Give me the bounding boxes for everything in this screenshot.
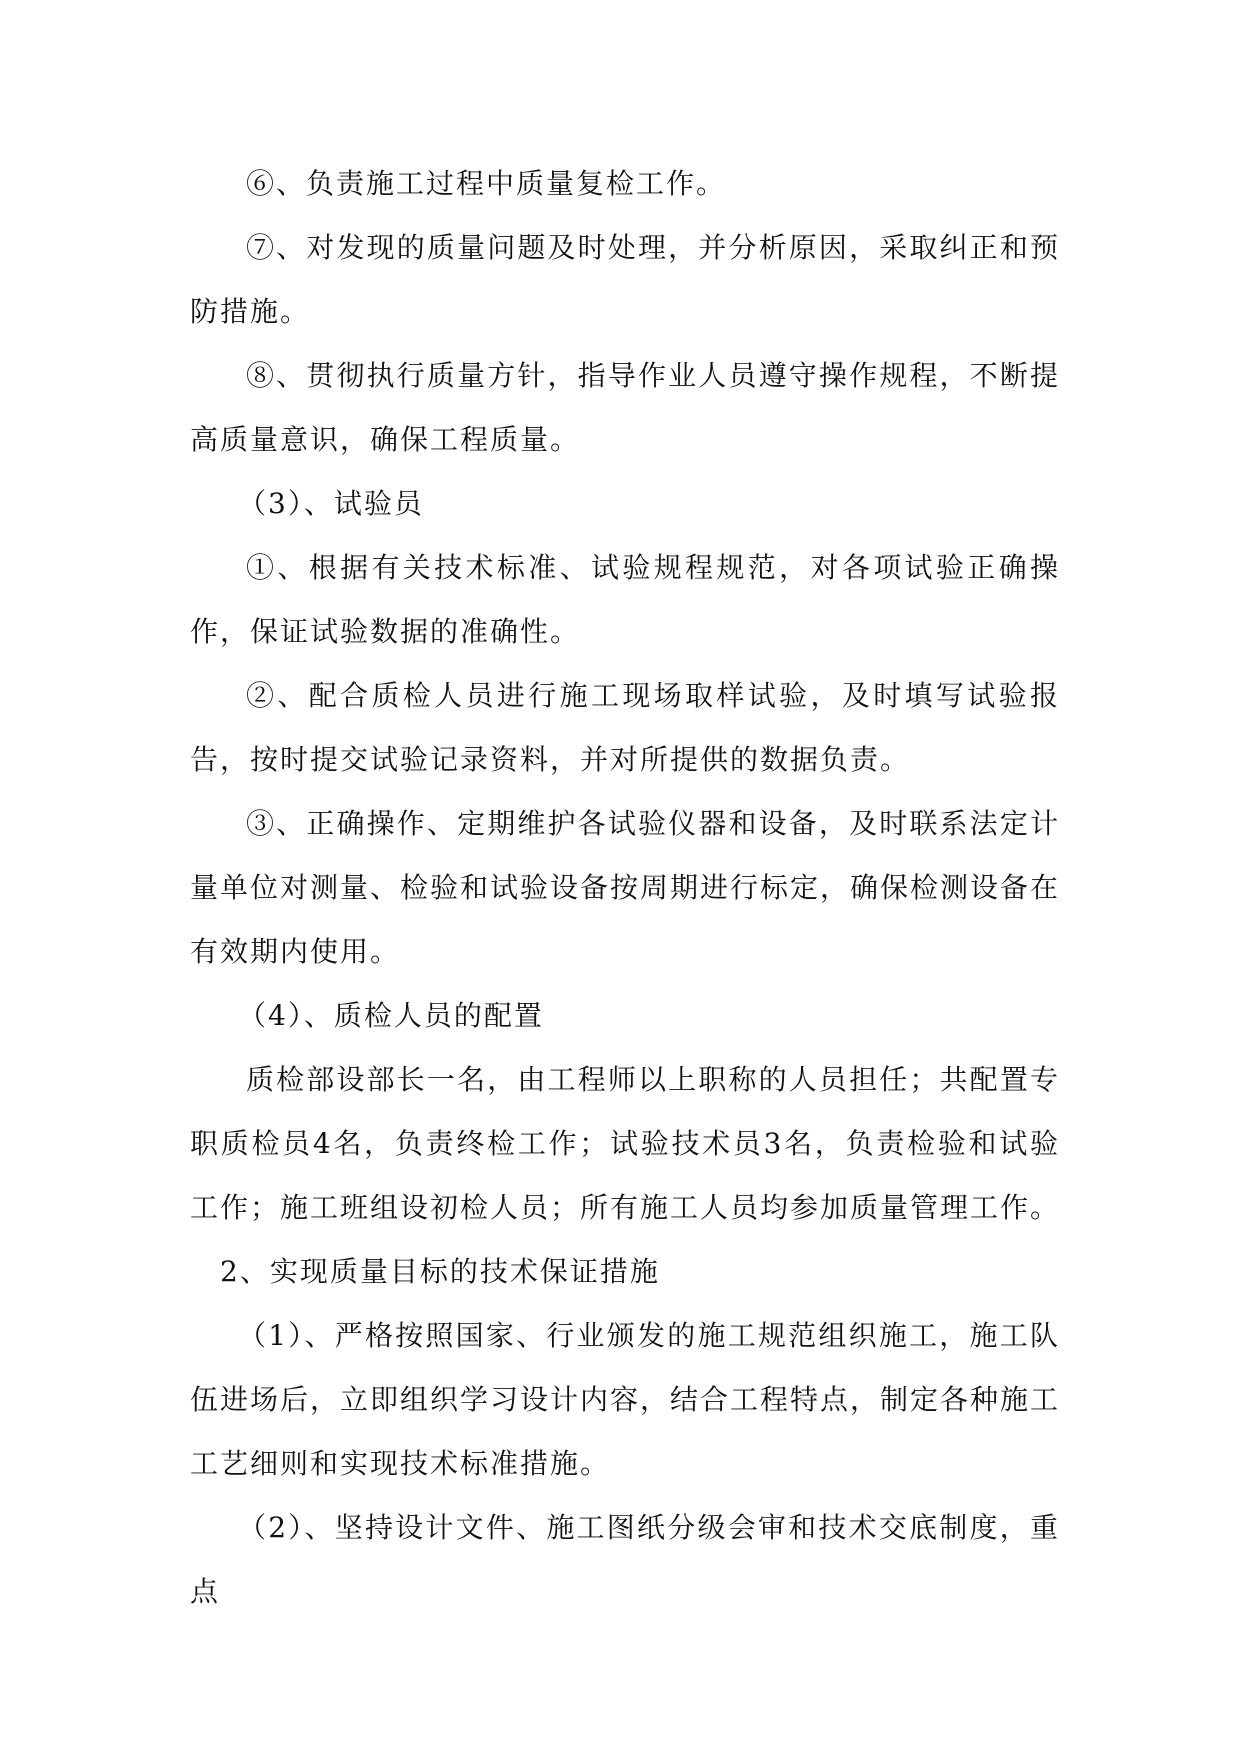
paragraph-measure-1: （1）、严格按照国家、行业颁发的施工规范组织施工，施工队伍进场后，立即组织学习设计内容，结合工程特点，制定各种施工工艺细则和实现技术标准措施。 bbox=[190, 1319, 1061, 1480]
paragraph-tester-duty-1: ①、根据有关技术标准、试验规程规范，对各项试验正确操作，保证试验数据的准确性。 bbox=[190, 551, 1060, 648]
paragraph-tester-duty-3: ③、正确操作、定期维护各试验仪器和设备，及时联系法定计量单位对测量、检验和试验设备按周期进行标定，确保检测设备在有效期内使用。 bbox=[190, 807, 1061, 968]
heading-tester: （3）、试验员 bbox=[238, 487, 424, 520]
paragraph-tester-duty-2: ②、配合质检人员进行施工现场取样试验，及时填写试验报告，按时提交试验记录资料，并对所提供的数据负责。 bbox=[190, 679, 1060, 776]
paragraph-measure-2: （2）、坚持设计文件、施工图纸分级会审和技术交底制度，重点 bbox=[190, 1511, 1060, 1608]
paragraph-qc-duty-7: ⑦、对发现的质量问题及时处理，并分析原因，采取纠正和预防措施。 bbox=[190, 231, 1060, 328]
paragraph-qc-staffing: 质检部设部长一名，由工程师以上职称的人员担任；共配置专职质检员4名，负责终检工作；试验技术员3名，负责检验和试验工作；施工班组设初检人员；所有施工人员均参加质量管理工作。 bbox=[190, 1063, 1061, 1224]
paragraph-qc-duty-8: ⑧、贯彻执行质量方针，指导作业人员遵守操作规程，不断提高质量意识，确保工程质量。 bbox=[190, 359, 1060, 456]
document-body bbox=[190, 152, 1060, 1624]
heading-technical-measures: 2、实现质量目标的技术保证措施 bbox=[220, 1255, 660, 1288]
heading-qc-staffing: （4）、质检人员的配置 bbox=[238, 999, 544, 1032]
paragraph-qc-duty-6: ⑥、负责施工过程中质量复检工作。 bbox=[246, 167, 727, 200]
